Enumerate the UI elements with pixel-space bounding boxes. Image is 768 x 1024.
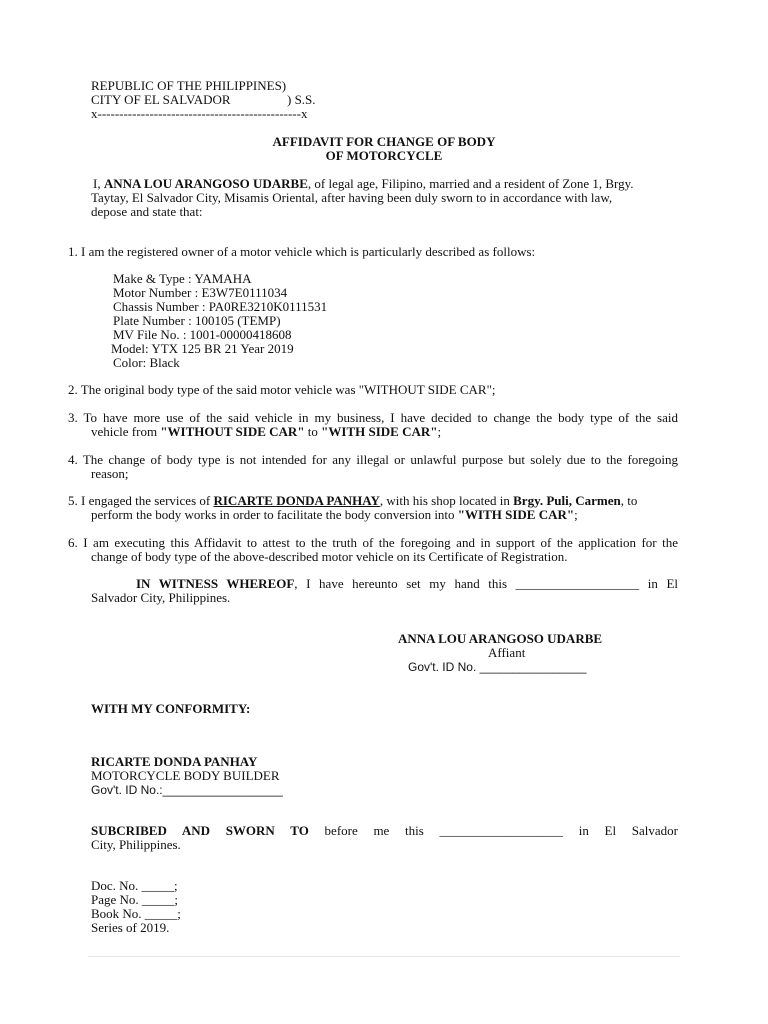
page-number: Page No. _____; — [91, 892, 179, 907]
vehicle-mv-file: MV File No. : 1001-00000418608 — [113, 327, 292, 342]
item-5-text-e: , to — [620, 493, 638, 508]
book-number: Book No. _____; — [91, 906, 181, 921]
builder-role: MOTORCYCLE BODY BUILDER — [91, 768, 280, 783]
vehicle-color: Color: Black — [113, 355, 180, 370]
item-4-line2: reason; — [91, 466, 129, 481]
witness-heading: IN WITNESS WHEREOF — [136, 576, 295, 591]
caption-ss: ) S.S. — [287, 92, 316, 107]
caption-republic: REPUBLIC OF THE PHILIPPINES) — [91, 78, 287, 93]
item-3-text-e: ; — [437, 424, 442, 439]
item-3-line1: 3. To have more use of the said vehicle in my business, I have decided to change the body type of the said — [68, 410, 678, 425]
caption-divider-line: x-----------------------------------------------x — [91, 106, 308, 121]
item-2: 2. The original body type of the said motor vehicle was "WITHOUT SIDE CAR"; — [68, 382, 496, 397]
vehicle-plate-number: Plate Number : 100105 (TEMP) — [113, 313, 281, 328]
intro-prefix: I, — [93, 176, 104, 191]
item-5-text-h: ; — [574, 507, 578, 522]
builder-name: RICARTE DONDA PANHAY — [91, 754, 258, 769]
intro-line3: depose and state that: — [91, 204, 203, 219]
witness-text: , I have hereunto set my hand this ___________________ in El — [294, 576, 679, 591]
intro-line2: Taytay, El Salvador City, Misamis Oriental, after having been duly sworn to in accordance with law, — [91, 190, 613, 205]
affiant-name-inline: ANNA LOU ARANGOSO UDARBE — [103, 176, 308, 191]
vehicle-make: Make & Type : YAMAHA — [113, 271, 252, 286]
item-5-text-c: , with his shop located in — [379, 493, 514, 508]
page-bottom-divider — [88, 956, 680, 957]
caption-city: CITY OF EL SALVADOR — [91, 92, 231, 107]
intro-line1-rest: , of legal age, Filipino, married and a resident of Zone 1, Brgy. — [307, 176, 634, 191]
intro-line1 — [93, 177, 634, 191]
vehicle-chassis-number: Chassis Number : PA0RE3210K0111531 — [113, 299, 328, 314]
item-4-line1: 4. The change of body type is not intended for any illegal or unlawful purpose but solely due to the foregoing — [68, 452, 678, 467]
series-year: Series of 2019. — [91, 920, 170, 935]
item-3-line2 — [91, 425, 441, 439]
affiant-id-field: Gov't. ID No. ________________ — [408, 660, 587, 674]
builder-id-field: Gov't. ID No.:__________________ — [91, 783, 283, 797]
item-5-line1 — [68, 494, 637, 508]
item-3-without-side-car: "WITHOUT SIDE CAR" — [160, 424, 305, 439]
item-5-text-f: perform the body works in order to facilitate the body conversion into — [91, 507, 458, 522]
jurat-heading: SUBCRIBED AND SWORN TO — [91, 823, 309, 838]
item-5-with-side-car: "WITH SIDE CAR" — [457, 507, 575, 522]
item-1: 1. I am the registered owner of a motor vehicle which is particularly described as follows: — [68, 244, 536, 259]
builder-name-inline: RICARTE DONDA PANHAY — [213, 493, 380, 508]
conformity-heading: WITH MY CONFORMITY: — [91, 701, 251, 716]
item-6-line2: change of body type of the above-described motor vehicle on its Certificate of Registration. — [91, 549, 568, 564]
witness-line2: Salvador City, Philippines. — [91, 590, 231, 605]
jurat-line2: City, Philippines. — [91, 837, 181, 852]
item-6-line1: 6. I am executing this Affidavit to attest to the truth of the foregoing and in support of the application for the — [68, 535, 678, 550]
item-5-line2 — [91, 508, 578, 522]
vehicle-model: Model: YTX 125 BR 21 Year 2019 — [111, 341, 294, 356]
jurat-line1 — [91, 824, 678, 838]
item-3-with-side-car: "WITH SIDE CAR" — [321, 424, 438, 439]
item-3-text-c: to — [304, 424, 322, 439]
jurat-text: before me this ___________________ in El Salvador — [308, 823, 678, 838]
witness-line1 — [136, 577, 678, 591]
item-5-text-a: 5. I engaged the services of — [68, 493, 214, 508]
shop-location: Brgy. Puli, Carmen — [513, 493, 621, 508]
vehicle-motor-number: Motor Number : E3W7E0111034 — [113, 285, 288, 300]
doc-number: Doc. No. _____; — [91, 878, 178, 893]
document-title-line2: OF MOTORCYCLE — [325, 148, 443, 163]
affiant-role: Affiant — [488, 645, 526, 660]
affiant-name: ANNA LOU ARANGOSO UDARBE — [398, 631, 603, 646]
document-title-line1: AFFIDAVIT FOR CHANGE OF BODY — [272, 134, 496, 149]
item-3-text-a: vehicle from — [91, 424, 161, 439]
